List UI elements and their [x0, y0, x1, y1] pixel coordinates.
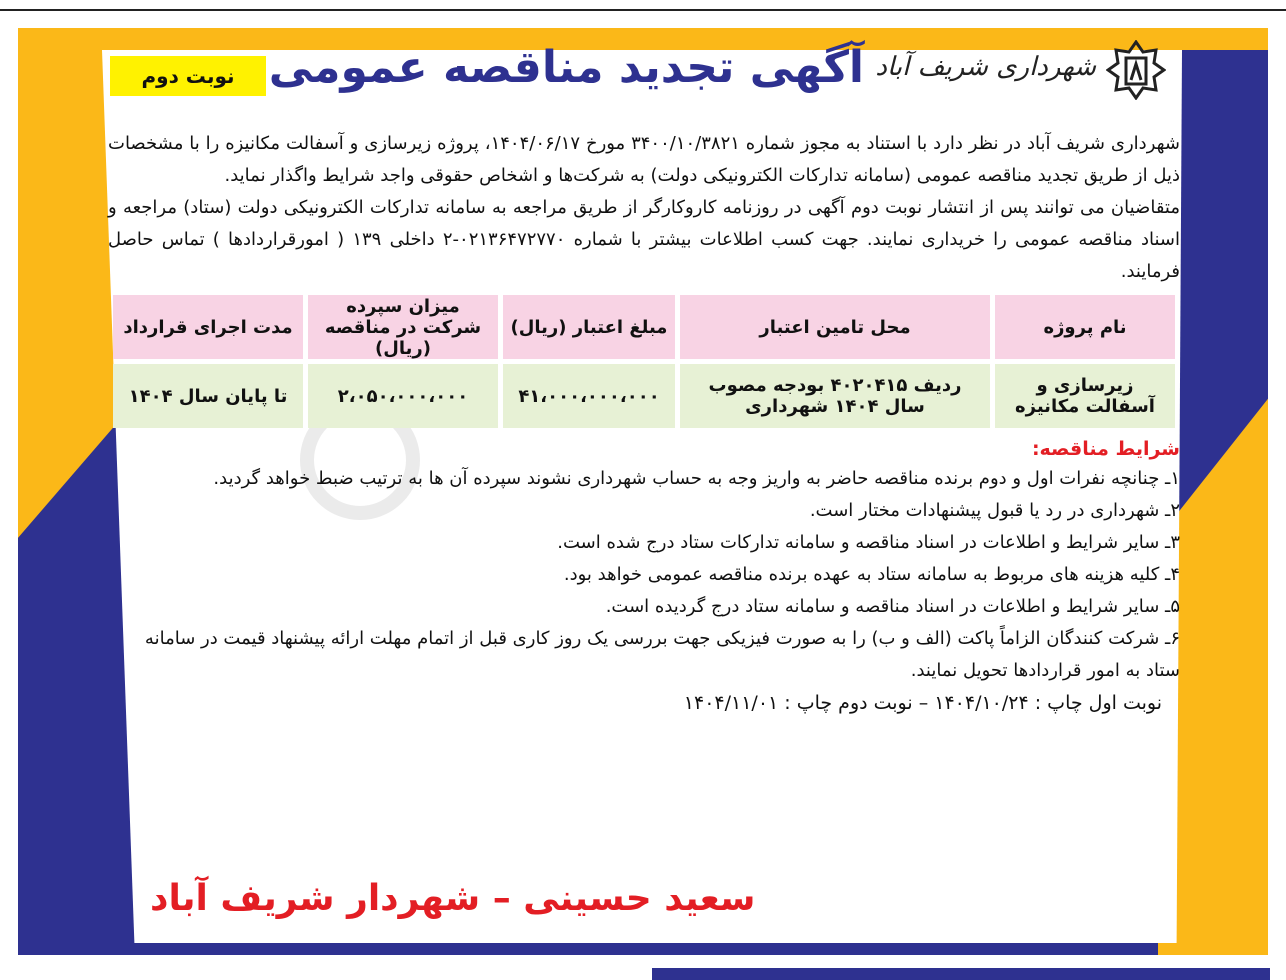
cell-duration: تا پایان سال ۱۴۰۴	[113, 364, 303, 428]
table-header-row	[113, 295, 1175, 359]
cell-credit-amount: ۴۱،۰۰۰،۰۰۰،۰۰۰	[503, 364, 675, 428]
table-row	[113, 364, 1175, 428]
condition-item: ۵ـ سایر شرایط و اطلاعات در اسناد مناقصه و سامانه ستاد درج گردیده است.	[605, 596, 1180, 617]
brand-name: شهرداری شریف آباد	[875, 52, 1096, 82]
top-rule	[0, 9, 1286, 11]
condition-item: ۴ـ کلیه هزینه های مربوط به سامانه ستاد به عهده برنده مناقصه عمومی خواهد بود.	[563, 564, 1180, 585]
col-project-name: نام پروژه	[995, 295, 1175, 359]
intro-paragraph-1: شهرداری شریف آباد در نظر دارد با استناد به مجوز شماره ۳۴۰۰/۱۰/۳۸۲۱ مورخ ۱۴۰۴/۰۶/۱۷، پروژه زیرسازی و آسفالت مکانیزه را با مشخصات ذیل از طریق تجدید مناقصه عمومی (سامانه تدارکات الکترونیکی دولت) به شرکت‌ها و اشخاص حقوقی واجد شرایط واگذار نماید.	[108, 133, 1181, 186]
municipality-logo-icon	[1106, 40, 1166, 100]
cell-funding-source: ردیف ۴۰۲۰۴۱۵ بودجه مصوب سال ۱۴۰۴ شهرداری	[680, 364, 990, 428]
intro-paragraph-2: متقاضیان می توانند پس از انتشار نوبت دوم آگهی در روزنامه کاروکارگر از طریق مراجعه به سامانه تدارکات الکترونیکی دولت (ستاد) مراجعه و اسناد مناقصه عمومی را خریداری نمایند. جهت کسب اطلاعات بیشتر با شماره ۰۲۱۳۶۴۷۲۷۷۰-۲ داخلی ۱۳۹ ( امورقراردادها ) تماس حاصل فرمایند.	[108, 197, 1180, 282]
signature: سعید حسینی – شهردار شریف آباد	[150, 878, 756, 919]
ad-title: آگهی تجدید مناقصه عمومی	[268, 42, 864, 93]
col-duration: مدت اجرای قرارداد	[113, 295, 303, 359]
tender-table	[108, 290, 1180, 433]
condition-item: ۲ـ شهرداری در رد یا قبول پیشنهادات مختار است.	[809, 500, 1180, 521]
col-credit-amount: مبلغ اعتبار (ریال)	[503, 295, 675, 359]
cell-project-name: زیرسازی و آسفالت مکانیزه	[995, 364, 1175, 428]
intro-text	[108, 128, 1180, 288]
print-round-badge: نوبت دوم	[110, 56, 266, 96]
col-funding-source: محل تامین اعتبار	[680, 295, 990, 359]
condition-item: ۶ـ شرکت کنندگان الزاماً پاکت (الف و ب) را به صورت فیزیکی جهت بررسی یک روز کاری قبل از اتمام مهلت ارائه پیشنهاد قیمت در سامانه ستاد به امور قراردادها تحویل نمایند.	[144, 628, 1180, 681]
condition-item: ۳ـ سایر شرایط و اطلاعات در اسناد مناقصه و سامانه تدارکات ستاد درج شده است.	[557, 532, 1180, 553]
conditions-list	[108, 463, 1180, 687]
condition-item: ۱ـ چنانچه نفرات اول و دوم برنده مناقصه حاضر به واریز وجه به حساب شهرداری نشوند سپرده آن ها به ترتیب ضبط خواهد گردید.	[213, 468, 1180, 489]
ad-content	[108, 128, 1180, 719]
cell-deposit: ۲،۰۵۰،۰۰۰،۰۰۰	[308, 364, 498, 428]
col-deposit: میزان سپرده شرکت در مناقصه (ریال)	[308, 295, 498, 359]
print-dates: نوبت اول چاپ : ۱۴۰۴/۱۰/۲۴ – نوبت دوم چاپ : ۱۴۰۴/۱۱/۰۱	[683, 692, 1162, 714]
bottom-bar	[652, 968, 1270, 980]
conditions-title: شرایط مناقصه:	[1031, 438, 1180, 460]
